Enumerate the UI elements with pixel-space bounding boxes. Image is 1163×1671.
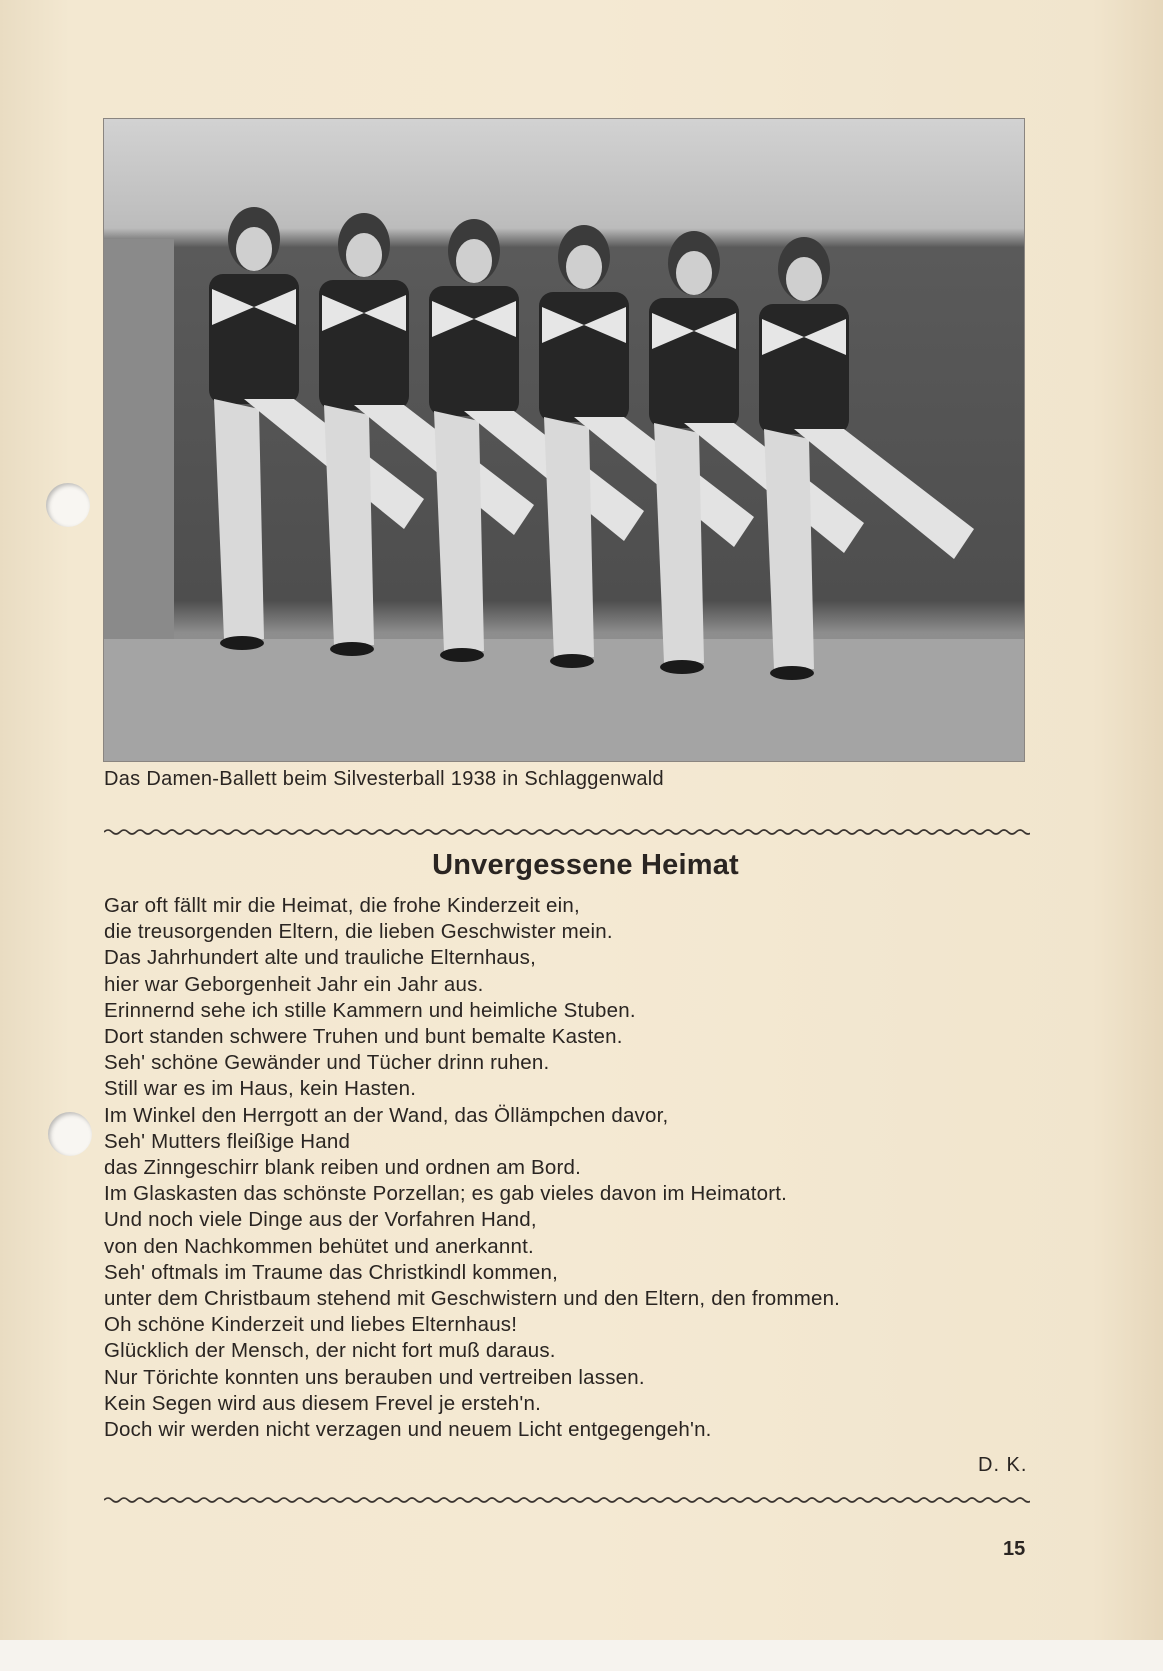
punch-hole-top [46,483,90,527]
poem-line: Glücklich der Mensch, der nicht fort muß daraus. [104,1339,556,1363]
punch-hole-bottom [48,1112,92,1156]
poem-line: Still war es im Haus, kein Hasten. [104,1077,417,1101]
wavy-divider-bottom [104,1494,1030,1506]
poem-signature: D. K. [978,1454,1028,1476]
photo-caption: Das Damen-Ballett beim Silvesterball 1938 in Schlaggenwald [104,768,664,790]
poem-line: von den Nachkommen behütet und anerkannt. [104,1234,534,1258]
scan-edge [0,1640,1163,1671]
poem-line: Seh' Mutters fleißige Hand [104,1129,351,1153]
poem-line: Kein Segen wird aus diesem Frevel je ersteh'n. [104,1391,541,1415]
poem-line: Nur Törichte konnten uns berauben und vertreiben lassen. [104,1365,645,1389]
page-number: 15 [1003,1538,1026,1560]
poem-title: Unvergessene Heimat [432,849,739,881]
poem-line: Erinnernd sehe ich stille Kammern und heimliche Stuben. [104,998,636,1022]
poem-body [104,893,840,1443]
poem-line: Oh schöne Kinderzeit und liebes Elternhaus! [104,1313,518,1337]
poem-line: Im Winkel den Herrgott an der Wand, das Öllämpchen davor, [104,1103,669,1127]
poem-line: Im Glaskasten das schönste Porzellan; es gab vieles davon im Heimatort. [104,1182,788,1206]
poem-line: unter dem Christbaum stehend mit Geschwistern und den Eltern, den frommen. [104,1287,841,1311]
wavy-divider-top [104,826,1030,838]
poem-line: Seh' schöne Gewänder und Tücher drinn ruhen. [104,1051,550,1075]
poem-line: Und noch viele Dinge aus der Vorfahren Hand, [104,1208,537,1232]
poem-line: Dort standen schwere Truhen und bunt bemalte Kasten. [104,1025,623,1049]
poem-line: hier war Geborgenheit Jahr ein Jahr aus. [104,972,484,996]
poem-line: Seh' oftmals im Traume das Christkindl kommen, [104,1260,559,1284]
poem-line: die treusorgenden Eltern, die lieben Geschwister mein. [104,920,613,944]
ballet-photo-illustration [104,119,1024,761]
ballet-photo [103,118,1025,762]
poem-line: Doch wir werden nicht verzagen und neuem Licht entgegengeh'n. [104,1418,712,1442]
poem-line: das Zinngeschirr blank reiben und ordnen am Bord. [104,1156,582,1180]
poem-line: Gar oft fällt mir die Heimat, die frohe Kinderzeit ein, [104,894,580,917]
poem-line: Das Jahrhundert alte und trauliche Elternhaus, [104,946,536,970]
